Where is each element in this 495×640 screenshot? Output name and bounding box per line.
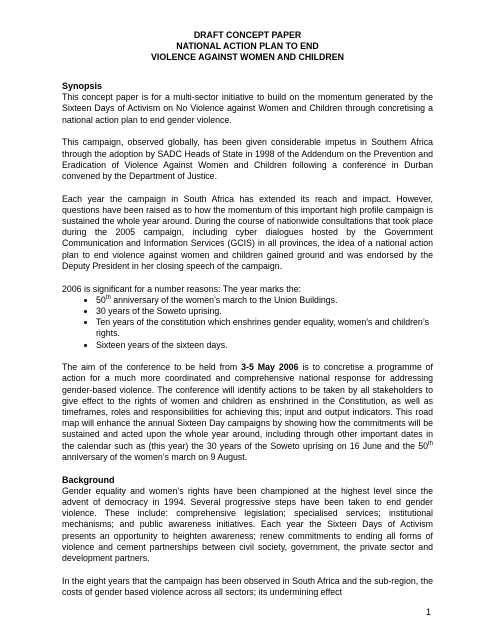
synopsis-heading: Synopsis bbox=[62, 81, 103, 91]
synopsis-paragraph-3: Each year the campaign in South Africa has extended its reach and impact. However, questions have been raised as to how the momentum of this important high profile campaign is sustained the whole year around. During the course of nationwide consultations that took place during the 2005 campaign, including cyber dialogues hosted by the Government Communication and Information Services (GCIS) in all provinces, the idea of a national action plan to end violence against women and children gained ground and was endorsed by the Deputy President in her closing speech of the campaign. bbox=[62, 193, 433, 271]
list-item: • 50th anniversary of the women’s march to the Union Buildings. bbox=[96, 295, 433, 306]
list-item: • Sixteen years of the sixteen days. bbox=[96, 340, 433, 351]
list-item: • Ten years of the constitution which enshrines gender equality, women’s and children’s rights. bbox=[96, 317, 433, 339]
synopsis-paragraph-1: This concept paper is for a multi-sector initiative to build on the momentum generated by the Sixteen Days of Activism on No Violence against Women and Children through concretising a national action plan to end gender violence. bbox=[62, 92, 433, 125]
page-number: 1 bbox=[425, 607, 431, 617]
background-paragraph-2: In the eight years that the campaign has been observed in South Africa and the sub-region, the costs of gender based violence across all sectors; its undermining effect bbox=[62, 575, 433, 597]
conference-dates: 3-5 May 2006 bbox=[241, 362, 299, 373]
background-paragraph-1: Gender equality and women’s rights have been championed at the highest level since the advent of democracy in 1994. Several progressive steps have been taken to end gender violence. These include: comprehensive legislation; specialised services; institutional mechanisms; and public awareness initiatives. Each year the Sixteen Days of Activism presents an opportunity to heighten awareness; renew commitments to ending all forms of violence and cement partnerships between civil society, government, the private sector and development partners. bbox=[62, 485, 433, 564]
title-line-2: NATIONAL ACTION PLAN TO END bbox=[176, 41, 319, 51]
background-heading: Background bbox=[62, 474, 115, 485]
list-item: • 30 years of the Soweto uprising. bbox=[96, 306, 433, 317]
synopsis-paragraph-4: 2006 is significant for a number reasons: The year marks the: bbox=[62, 283, 301, 294]
synopsis-paragraph-2: This campaign, observed globally, has been given considerable impetus in Southern Africa through the adoption by SADC Heads of State in 1998 of the Addendum on the Prevention and Eradication of Violence Against Women and Children following a conference in Durban convened by the Department of Justice. bbox=[62, 137, 433, 181]
title-line-3: VIOLENCE AGAINST WOMEN AND CHILDREN bbox=[151, 52, 344, 62]
significance-list bbox=[62, 295, 433, 351]
document-title bbox=[62, 30, 433, 63]
conference-aim-paragraph: The aim of the conference to be held from 3-5 May 2006 is to concretise a programme of action for a much more coordinated and comprehensive national response for addressing gender-based violence. The conference will identify actions to be taken by all stakeholders to give effect to the rights of women and children as enshrined in the Constitution, as well as timeframes, roles and responsibilities for achieving this; input and output indicators. This road map will enhance the annual Sixteen Day campaigns by showing how the commitments will be sustained and acted upon the whole year around, including through other important dates in the calendar such as (this year) the 30 years of the Soweto uprising on 16 June and the 50th anniversary of the women’s march on 9 August. bbox=[62, 362, 433, 462]
title-line-1: DRAFT CONCEPT PAPER bbox=[193, 30, 302, 40]
